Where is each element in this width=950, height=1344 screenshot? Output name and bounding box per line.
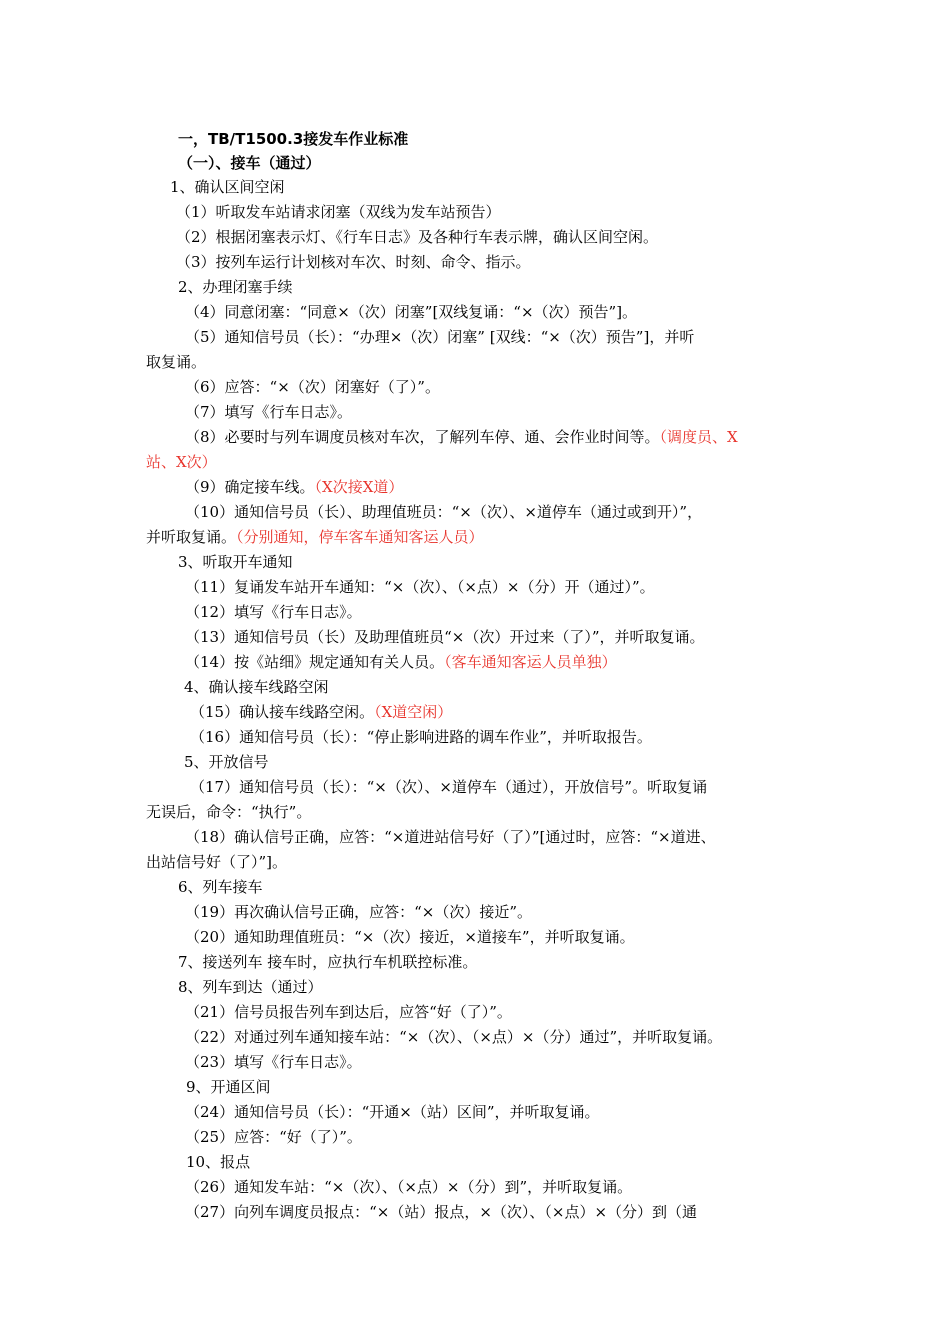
line-text: 6、列车接车 [178,878,263,896]
text-line [186,1077,271,1097]
line-text: （20）通知助理值班员：“×（次）接近，×道接车”，并听取复诵。 [185,928,635,946]
text-line [176,227,658,247]
line-text: （11）复诵发车站开车通知：“×（次）、（×点）×（分）开（通过）”。 [185,578,655,596]
text-line [190,727,652,747]
line-text: 取复诵。 [146,353,207,371]
text-line [170,177,285,197]
line-text: 3、听取开车通知 [178,553,293,571]
line-text: （15）确认接车线路空闲。 [190,703,375,721]
text-line [178,977,323,997]
text-line [185,602,362,622]
text-line [185,1102,600,1122]
line-text: 并听取复诵。 [146,528,237,546]
text-line [146,352,206,372]
text-line [185,827,716,847]
text-line [146,527,484,547]
line-text: （7）填写《行车日志》。 [185,403,353,421]
line-text: （9）确定接车线。 [185,478,315,496]
line-text: 4、确认接车线路空闲 [184,678,329,696]
text-line [185,1027,722,1047]
line-text: （6）应答：“×（次）闭塞好（了）”。 [185,378,440,396]
red-annotation: （调度员、X [659,428,738,446]
line-text: （23）填写《行车日志》。 [185,1053,362,1071]
text-line [185,1177,632,1197]
line-text: 10、报点 [186,1153,251,1171]
line-text: （13）通知信号员（长）及助理值班员“×（次）开过来（了）”，并听取复诵。 [185,628,705,646]
text-line [185,627,705,647]
line-text: （25）应答：“好（了）”。 [185,1128,362,1146]
text-line [185,502,702,522]
text-line [178,952,477,972]
line-text: 8、列车到达（通过） [178,978,323,996]
text-line [185,577,655,597]
text-line [190,702,452,722]
line-text: （27）向列车调度员报点：“×（站）报点，×（次）、（×点）×（分）到（通 [185,1203,698,1221]
line-text: 2、办理闭塞手续 [178,278,293,296]
text-line [185,652,617,672]
line-text: （14）按《站细》规定通知有关人员。 [185,653,445,671]
line-text: 9、开通区间 [186,1078,271,1096]
line-text: （22）对通过列车通知接车站：“×（次）、（×点）×（分）通过”，并听取复诵。 [185,1028,723,1046]
line-text: （3）按列车运行计划核对车次、时刻、命令、指示。 [176,253,531,271]
line-text: （1）听取发车站请求闭塞（双线为发车站预告） [176,203,501,221]
line-text: （2）根据闭塞表示灯、《行车日志》及各种行车表示牌，确认区间空闲。 [176,228,659,246]
text-line [146,852,287,872]
red-annotation: 站、X次） [146,453,217,471]
text-line [178,552,293,572]
text-line [185,927,635,947]
text-line [186,1152,250,1172]
text-line [185,1002,512,1022]
line-text: （21）信号员报告列车到达后，应答“好（了）”。 [185,1003,512,1021]
text-line [178,277,293,297]
red-annotation: （X道空闲） [374,703,453,721]
line-text: 1、确认区间空闲 [170,178,285,196]
red-annotation: （分别通知，停车客车通知客运人员） [236,528,484,546]
text-line [185,377,440,397]
line-text: （19）再次确认信号正确，应答：“×（次）接近”。 [185,903,532,921]
line-text: （8）必要时与列车调度员核对车次，了解列车停、通、会作业时间等。 [185,428,660,446]
text-line [185,1127,362,1147]
red-annotation: （客车通知客运人员单独） [444,653,617,671]
document-title: 一，TB/T1500.3接发车作业标准 [178,130,409,148]
line-text: 5、开放信号 [184,753,269,771]
line-text: （18）确认信号正确，应答：“×道进站信号好（了）”[通过时，应答：“×道进、 [185,828,716,846]
text-line [176,202,501,222]
text-line [185,1052,362,1072]
text-line [185,427,738,447]
text-line [146,802,311,822]
text-line [185,327,694,347]
line-text: （24）通知信号员（长）：“开通×（站）区间”，并听取复诵。 [185,1103,600,1121]
line-text: 7、接送列车 接车时，应执行车机联控标准。 [178,953,478,971]
text-line [146,452,217,472]
line-text: 无误后，命令：“执行”。 [146,803,312,821]
line-text: （16）通知信号员（长）：“停止影响进路的调车作业”，并听取报告。 [190,728,652,746]
line-text: 出站信号好（了）”]。 [146,853,288,871]
text-line [185,302,637,322]
text-line [185,402,352,422]
text-line [185,1202,697,1222]
red-annotation: （X次接X道） [314,478,404,496]
line-text: （12）填写《行车日志》。 [185,603,362,621]
text-line [185,902,532,922]
text-line [178,877,263,897]
line-text: （10）通知信号员（长）、助理值班员：“×（次）、×道停车（通过或到开）”， [185,503,703,521]
text-line [185,477,403,497]
line-text: （5）通知信号员（长）：“办理×（次）闭塞” [双线：“×（次）预告”]，并听 [185,328,695,346]
section-heading: （一）、接车（通过） [178,154,321,172]
text-line [184,752,269,772]
text-line [190,777,707,797]
line-text: （4）同意闭塞：“同意×（次）闭塞”[双线复诵：“×（次）预告”]。 [185,303,638,321]
text-line [184,677,329,697]
text-line [176,252,531,272]
line-text: （17）通知信号员（长）：“×（次）、×道停车（通过），开放信号”。听取复诵 [190,778,708,796]
line-text: （26）通知发车站：“×（次）、（×点）×（分）到”，并听取复诵。 [185,1178,633,1196]
